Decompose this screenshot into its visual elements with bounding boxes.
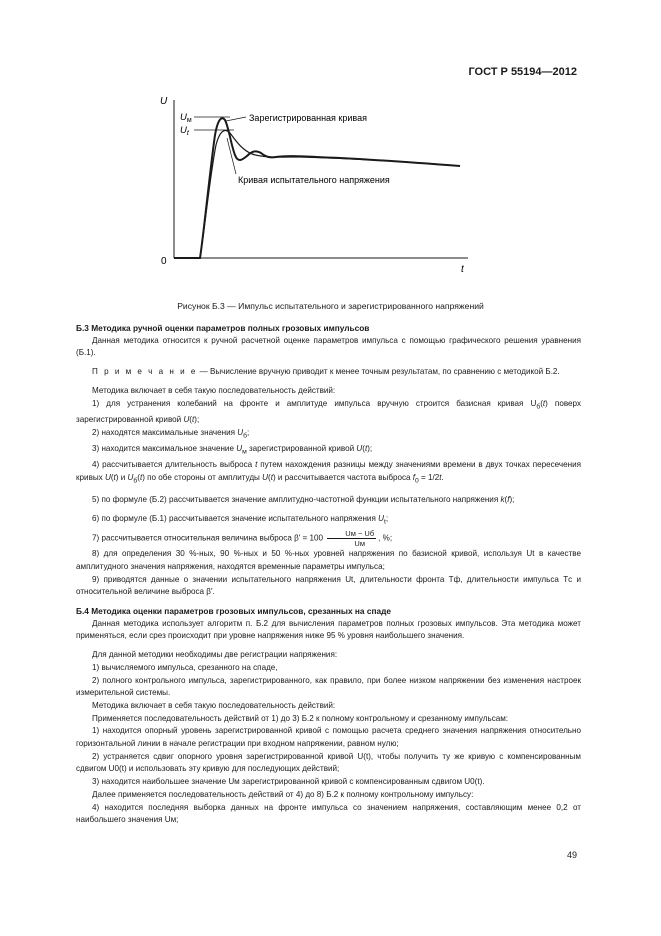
b3-step-8: 8) для определения 30 %-ных, 90 %-ных и 50 %-ных уровней напряжения по базисной кривой, используя Ut в качестве амплитудного значения напряжения, находятся временные параметры импульса;: [76, 549, 581, 571]
note-label: П р и м е ч а н и е: [92, 367, 198, 377]
recorded-curve: [174, 118, 460, 258]
page-number: 49: [566, 850, 577, 860]
b4-paragraph-3: Методика включает в себя такую последовательность действий:: [92, 700, 336, 710]
section-b4-heading: Б.4 Методика оценки параметров грозовых импульсов, срезанных на спаде: [76, 606, 391, 616]
recorded-curve-label: Зарегистрированная кривая: [249, 113, 367, 123]
b3-step-7: 7) рассчитывается относительная величина выброса β' = 100 Uм − Uб Uм , %;: [92, 529, 393, 549]
x-axis-label: t: [461, 264, 464, 275]
ut-label: $U_t$: [180, 125, 189, 137]
section-b3-heading: Б.3 Методика ручной оценки параметров полных грозовых импульсов: [76, 323, 370, 333]
b4-step-2: 2) устраняется сдвиг опорного уровня зарегистрированной кривой U(t), чтобы получить ту же кривую с компенсированным сдвигом U0(t) и использовать эту кривую для последующих действий;: [76, 751, 581, 774]
document-body: [76, 322, 581, 827]
b3-step-2: 2) находятся максимальные значения $U_б$;: [92, 427, 250, 440]
b3-step-6: 6) по формуле (Б.1) рассчитывается значение испытательного напряжения $U_t$;: [92, 513, 389, 526]
b4-step-3: 3) находится наибольшее значение Uм зарегистрированной кривой с компенсированным сдвигом U0(t).: [92, 777, 485, 787]
impulse-figure-svg: [0, 0, 661, 300]
b3-step-3: 3) находится максимальное значение $U_м$ зарегистрированной кривой U(t);: [92, 443, 373, 456]
b3-intro: Данная методика относится к ручной расчетной оценке параметров импульса с помощью графического решения уравнения (Б.1).: [76, 335, 581, 358]
b4-paragraph-5: Далее применяется последовательность действий от 4) до 8) Б.2 к полному контрольному импульсу:: [92, 789, 474, 799]
b3-step-5: 5) по формуле (Б.2) рассчитывается значение амплитудно-частотной функции испытательного напряжения k(f);: [92, 495, 515, 505]
b3-step-4: 4) рассчитывается длительность выброса t путем нахождения разницы между значениями времени в двух точках пересечения кривых U(t) и $U_б(t)$ по обе стороны от амплитуды U(t) и рассчитывается частота выброса $f_0 = 1/2t$.: [76, 460, 582, 485]
b4-record-1: 1) вычисляемого импульса, срезанного на спаде,: [92, 662, 278, 672]
b3-steps-intro: Методика включает в себя такую последовательность действий:: [92, 385, 336, 395]
figure-caption: Рисунок Б.3 — Импульс испытательного и зарегистрированного напряжений: [177, 301, 484, 311]
b4-paragraph-2: Для данной методики необходимы две регистрации напряжения:: [92, 650, 338, 660]
overshoot-formula: Uм − Uб Uм: [327, 529, 376, 548]
y-axis-label: U: [160, 96, 168, 107]
recorded-leader: [226, 117, 246, 121]
test-curve-label: Кривая испытательного напряжения: [238, 175, 390, 185]
note: [76, 366, 581, 379]
um-label: $U_м$: [180, 112, 192, 124]
b3-step-1: 1) для устранения колебаний на фронте и амплитуде импульса вручную строится базисная кривая $U_б(t)$ поверх зарегистрированной кривой U(t);: [76, 398, 581, 424]
b3-step-9: 9) приводятся данные о значении испытательного напряжения Ut, длительности фронта Tф, длительности импульса Tс и относительной величине выброса β'.: [76, 574, 581, 597]
origin-label: 0: [161, 256, 167, 267]
document-id: ГОСТ Р 55194—2012: [468, 66, 577, 78]
b4-step-4: 4) находится последняя выборка данных на фронте импульса со значением напряжения, составляющим менее 0,2 от наибольшего значения Uм;: [76, 802, 581, 825]
figure-b3: [0, 0, 661, 300]
b4-record-2: 2) полного контрольного импульса, зарегистрированного, как правило, при более низком напряжении без изменения настроек измерительной системы.: [76, 675, 581, 698]
test-voltage-curve: [200, 131, 460, 258]
b4-paragraph-1: Данная методика использует алгоритм п. Б.2 для вычисления параметров полных грозовых импульсов. Эта методика может применяться, если срез происходит при уровне напряжения ниже 95 % уровня наибольшего значения.: [76, 618, 581, 641]
b4-step-1: 1) находится опорный уровень зарегистрированной кривой с помощью расчета среднего значения напряжения относительно горизонтальной линии в начале регистрации при входном напряжении, равном нулю;: [76, 726, 581, 749]
b4-paragraph-4: Применяется последовательность действий от 1) до 3) Б.2 к полному контрольному и срезанному импульсам:: [92, 713, 509, 723]
note-text: — Вычисление вручную приводит к менее точным результатам, по сравнению с методикой Б.2.: [197, 367, 560, 377]
